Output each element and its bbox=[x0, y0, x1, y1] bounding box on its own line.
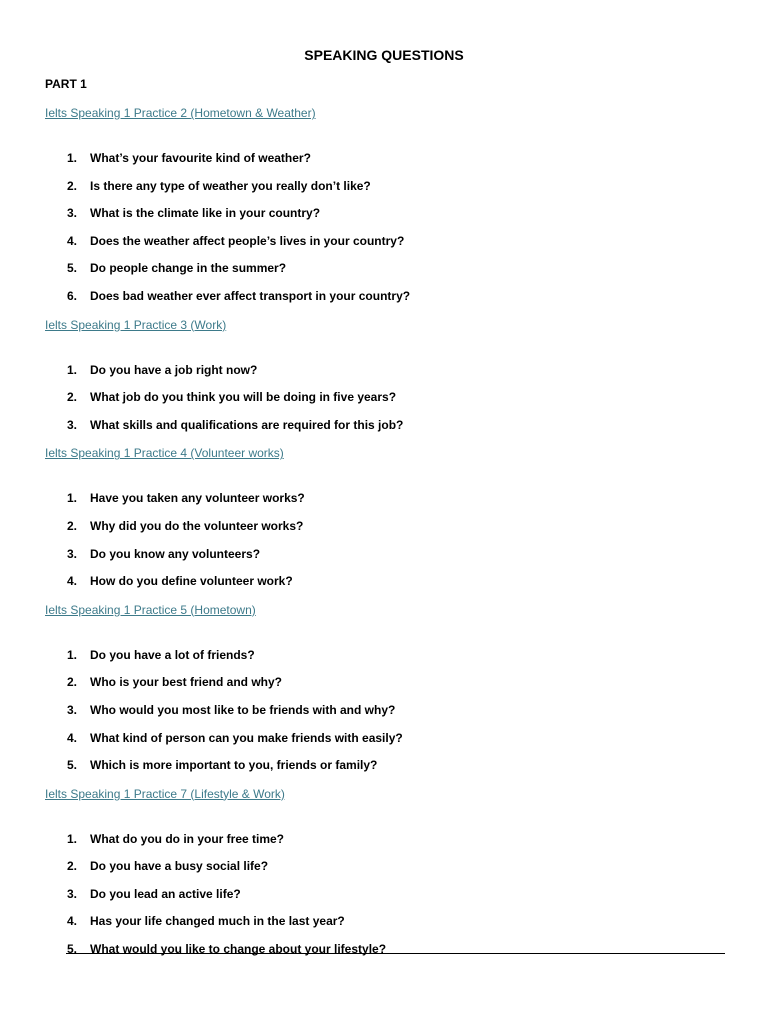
section-heading-link[interactable]: Ielts Speaking 1 Practice 5 (Hometown) bbox=[45, 602, 256, 617]
question-number: 2. bbox=[67, 675, 78, 690]
list-item bbox=[45, 886, 735, 914]
list-item bbox=[45, 205, 735, 233]
question-text: Who would you most like to be friends with and why? bbox=[90, 702, 396, 717]
question-number: 1. bbox=[67, 362, 78, 377]
question-text: What skills and qualifications are required for this job? bbox=[90, 417, 404, 432]
question-text: How do you define volunteer work? bbox=[90, 574, 293, 589]
question-list bbox=[45, 831, 735, 969]
question-section bbox=[45, 785, 735, 969]
list-item bbox=[45, 178, 735, 206]
question-number: 4. bbox=[67, 730, 78, 745]
list-item bbox=[45, 941, 735, 969]
question-number: 3. bbox=[67, 886, 78, 901]
part-label: PART 1 bbox=[45, 77, 87, 91]
section-heading-link[interactable]: Ielts Speaking 1 Practice 4 (Volunteer works) bbox=[45, 446, 284, 461]
question-text: Do you have a lot of friends? bbox=[90, 647, 255, 662]
list-item bbox=[45, 288, 735, 316]
page-title: SPEAKING QUESTIONS bbox=[304, 47, 464, 63]
section-heading-link[interactable]: Ielts Speaking 1 Practice 2 (Hometown & Weather) bbox=[45, 106, 316, 120]
list-item bbox=[45, 858, 735, 886]
question-text: Which is more important to you, friends or family? bbox=[90, 758, 378, 773]
list-item bbox=[45, 831, 735, 859]
question-text: What kind of person can you make friends with easily? bbox=[90, 730, 403, 745]
question-text: Do people change in the summer? bbox=[90, 261, 287, 276]
question-text: What would you like to change about your lifestyle? bbox=[90, 942, 387, 957]
list-item bbox=[45, 518, 735, 546]
question-number: 4. bbox=[67, 914, 78, 929]
question-number: 3. bbox=[67, 417, 78, 432]
question-text: Does bad weather ever affect transport in your country? bbox=[90, 288, 411, 303]
question-text: Do you lead an active life? bbox=[90, 886, 241, 901]
question-text: What’s your favourite kind of weather? bbox=[90, 151, 311, 165]
list-item bbox=[45, 389, 735, 417]
list-item bbox=[45, 730, 735, 758]
section-heading-link[interactable]: Ielts Speaking 1 Practice 3 (Work) bbox=[45, 317, 227, 332]
question-text: Who is your best friend and why? bbox=[90, 675, 283, 690]
question-list bbox=[45, 150, 735, 316]
question-text: Do you have a job right now? bbox=[90, 362, 258, 377]
list-item bbox=[45, 757, 735, 785]
question-text: Have you taken any volunteer works? bbox=[90, 491, 305, 506]
question-number: 5. bbox=[67, 261, 78, 276]
question-number: 5. bbox=[67, 758, 78, 773]
list-item bbox=[45, 702, 735, 730]
list-item bbox=[45, 417, 735, 445]
question-list bbox=[45, 362, 735, 445]
sections-container bbox=[45, 104, 735, 969]
list-item bbox=[45, 647, 735, 675]
question-number: 1. bbox=[67, 491, 78, 506]
question-text: What do you do in your free time? bbox=[90, 831, 285, 846]
list-item bbox=[45, 913, 735, 941]
question-text: Do you have a busy social life? bbox=[90, 859, 269, 874]
question-number: 1. bbox=[67, 831, 78, 846]
question-section bbox=[45, 601, 735, 785]
question-section bbox=[45, 104, 735, 316]
list-item bbox=[45, 233, 735, 261]
question-number: 2. bbox=[67, 859, 78, 874]
question-number: 2. bbox=[67, 390, 78, 405]
question-text: What is the climate like in your country? bbox=[90, 206, 321, 221]
question-number: 6. bbox=[67, 288, 78, 303]
question-text: What job do you think you will be doing in five years? bbox=[90, 390, 397, 405]
question-list bbox=[45, 490, 735, 600]
list-item bbox=[45, 546, 735, 574]
question-text: Do you know any volunteers? bbox=[90, 546, 261, 561]
question-text: Does the weather affect people’s lives in your country? bbox=[90, 233, 405, 248]
question-number: 3. bbox=[67, 206, 78, 221]
question-number: 4. bbox=[67, 233, 78, 248]
question-number: 2. bbox=[67, 518, 78, 533]
bottom-divider bbox=[66, 953, 725, 954]
question-number: 1. bbox=[67, 647, 78, 662]
question-number: 3. bbox=[67, 702, 78, 717]
question-text: Why did you do the volunteer works? bbox=[90, 518, 304, 533]
question-text: Is there any type of weather you really don’t like? bbox=[90, 178, 371, 193]
list-item bbox=[45, 150, 735, 178]
question-text: Has your life changed much in the last year? bbox=[90, 914, 345, 929]
question-number: 2. bbox=[67, 178, 78, 193]
question-list bbox=[45, 647, 735, 785]
list-item bbox=[45, 260, 735, 288]
list-item bbox=[45, 674, 735, 702]
question-section bbox=[45, 444, 735, 600]
question-number: 4. bbox=[67, 574, 78, 589]
question-number: 3. bbox=[67, 546, 78, 561]
list-item bbox=[45, 573, 735, 601]
list-item bbox=[45, 362, 735, 390]
question-number: 5. bbox=[67, 942, 78, 957]
section-heading-link[interactable]: Ielts Speaking 1 Practice 7 (Lifestyle & Work) bbox=[45, 786, 285, 801]
list-item bbox=[45, 490, 735, 518]
question-number: 1. bbox=[67, 151, 78, 165]
question-section bbox=[45, 316, 735, 445]
